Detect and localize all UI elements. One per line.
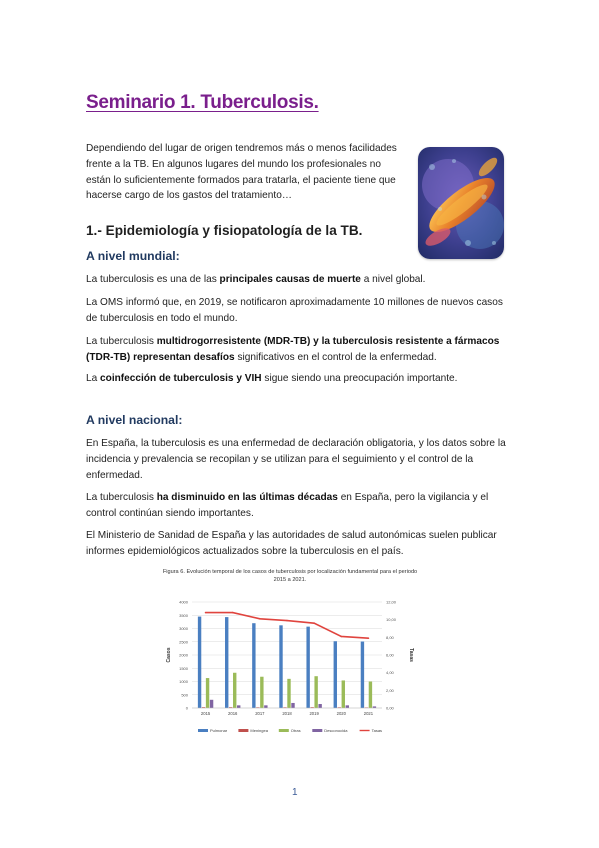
line-point (286, 620, 288, 622)
y-tick-label: 3500 (179, 612, 188, 618)
line-point (368, 637, 370, 639)
bar-desconocida (237, 705, 240, 708)
y2-tick-label: 4,00 (386, 670, 394, 676)
y2-tick-label: 10,00 (386, 617, 397, 623)
bar-desconocida (318, 704, 321, 708)
world-paragraph-3: La tuberculosis multidrogorresistente (MDR-TB) y la tuberculosis resistente a fármacos (TDR-TB) representan desafíos significativos en el control de la enfermedad. (86, 336, 500, 363)
bar-otras (233, 673, 236, 708)
x-tick-label: 2017 (255, 711, 265, 716)
y-tick-label: 1000 (179, 679, 188, 684)
bar-pulmonar (334, 641, 337, 708)
bar-pulmonar (361, 641, 364, 708)
x-tick-label: 2015 (200, 711, 211, 716)
bar-otras (314, 676, 317, 708)
y2-axis-label: Tasas (408, 648, 414, 662)
legend-swatch (198, 729, 208, 732)
world-paragraph-2: La OMS informó que, en 2019, se notificaron aproximadamente 10 millones de nuevos casos de tuberculosis en todo el mundo. (86, 297, 503, 324)
y2-tick-label: 6,00 (386, 652, 394, 658)
y-tick-label: 1500 (179, 665, 188, 671)
national-heading: A nivel nacional: (86, 413, 183, 427)
world-heading: A nivel mundial: (86, 249, 180, 263)
legend-label: Tasas (371, 728, 383, 733)
y2-tick-label: 0,00 (386, 705, 394, 711)
tuberculosis-cases-chart (160, 566, 420, 746)
y2-tick-label: 2,00 (386, 687, 394, 693)
legend-label: Meningea (250, 728, 268, 733)
y-tick-label: 4000 (179, 599, 188, 605)
world-paragraph-4: La coinfección de tuberculosis y VIH sigue siendo una preocupación importante. (86, 373, 458, 384)
section-heading: 1.- Epidemiología y fisiopatología de la TB. (86, 223, 363, 238)
y-tick-label: 3000 (179, 626, 188, 631)
intro-paragraph: Dependiendo del lugar de origen tendremos más o menos facilidades frente a la TB. En algunos lugares del mundo los profesionales no están lo suficientemente formados para tratarla, el paciente tiene que hacerse cargo de los gastos del tratamiento… (86, 143, 397, 202)
line-point (340, 636, 342, 638)
bar-pulmonar (225, 617, 228, 708)
legend-swatch (312, 729, 322, 732)
y2-tick-label: 8,00 (386, 634, 394, 640)
bar-pulmonar (279, 625, 282, 708)
x-tick-label: 2018 (282, 711, 292, 716)
y-tick-label: 0 (185, 705, 188, 711)
x-tick-label: 2016 (228, 711, 238, 716)
world-paragraph-1: La tuberculosis es una de las principales causas de muerte a nivel global. (86, 274, 426, 285)
page-number: 1 (292, 787, 298, 798)
national-paragraph-1: En España, la tuberculosis es una enfermedad de declaración obligatoria, y los datos sobre la incidencia y prevalencia se recopilan y se utilizan para el seguimiento y el control de la enfermedad. (86, 438, 506, 481)
x-tick-label: 2019 (309, 711, 319, 716)
figure-caption: Figura 6. Evolución temporal de los casos de tuberculosis por localización fundamental para el periodo 2015 a 2021. (162, 569, 418, 583)
national-paragraph-2: La tuberculosis ha disminuido en las últimas décadas en España, pero la vigilancia y el control continúan siendo importantes. (86, 492, 489, 519)
bar-pulmonar (198, 617, 201, 708)
x-tick-label: 2020 (336, 711, 346, 716)
y-axis-label: Casos (166, 647, 172, 663)
bar-pulmonar (252, 623, 255, 708)
document-title: Seminario 1. Tuberculosis. (86, 92, 319, 113)
legend-label: Otras (290, 728, 301, 733)
bar-desconocida (210, 700, 213, 708)
bar-otras (206, 678, 209, 708)
y-tick-label: 2000 (179, 652, 188, 658)
legend-label: Desconocida (324, 728, 348, 733)
bar-otras (369, 682, 372, 709)
legend-swatch (238, 729, 248, 732)
bar-otras (342, 680, 345, 708)
bar-desconocida (291, 703, 294, 708)
y-tick-label: 500 (181, 692, 188, 698)
tuberculosis-micrograph-image (418, 147, 504, 259)
bar-desconocida (346, 705, 349, 708)
legend-swatch (279, 729, 289, 732)
line-tasas (206, 613, 369, 639)
line-point (232, 612, 234, 614)
bar-otras (260, 677, 263, 708)
x-tick-label: 2021 (363, 711, 374, 716)
bar-desconocida (264, 705, 267, 708)
line-point (259, 618, 261, 620)
bar-pulmonar (306, 627, 309, 708)
y-tick-label: 2500 (179, 639, 188, 645)
national-paragraph-3: El Ministerio de Sanidad de España y las autoridades de salud autonómicas suelen publicar informes epidemiológicos actualizados sobre la tuberculosis en el país. (86, 530, 497, 557)
bar-otras (287, 679, 290, 708)
legend-label: Pulmonar (210, 728, 228, 733)
line-point (205, 612, 207, 614)
y2-tick-label: 12,00 (386, 599, 397, 605)
line-point (313, 622, 315, 624)
